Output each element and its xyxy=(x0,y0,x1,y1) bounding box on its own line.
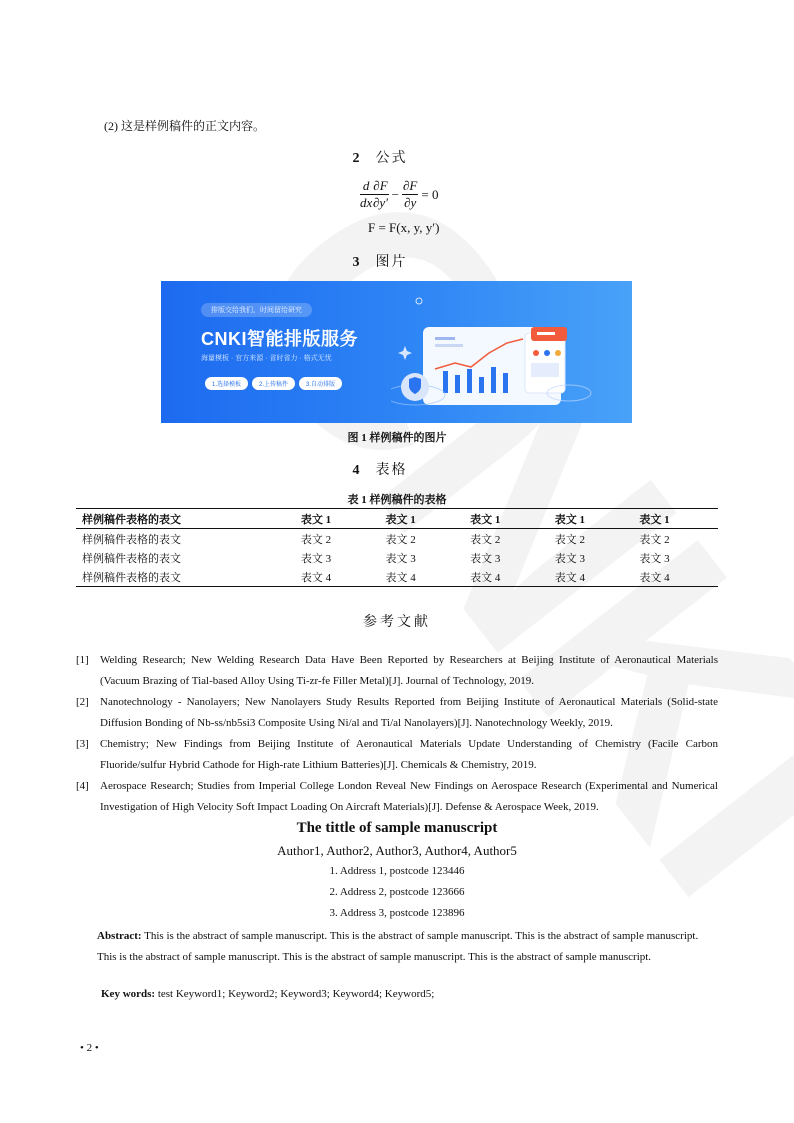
address-line: 3. Address 3, postcode 123896 xyxy=(329,907,465,919)
address-line: 2. Address 2, postcode 123666 xyxy=(329,886,465,898)
reference-index: [2] xyxy=(76,696,89,708)
reference-text: Aerospace Research; Studies from Imperial College London Reveal New Findings on Aerospace Research (Experimental and Numerical Investigation of High Velocity Soft Impact Loading On Aircraft Materials)[J]. Defense & Aerospace Week, 2019. xyxy=(100,780,718,813)
table-cell: 表文 3 xyxy=(300,552,332,565)
fraction-d-dx: $\frac{d}{dx}$ xyxy=(360,178,373,210)
banner-title: CNKI智能排版服务 xyxy=(201,329,358,349)
banner-tagline: 排版交给我们，时间留给研究 xyxy=(201,303,312,317)
section-number: 2 xyxy=(352,151,362,166)
reference-index: [3] xyxy=(76,738,89,750)
fraction-dF-dy: $\frac{\partial F}{\partial y}$ xyxy=(403,178,418,210)
table-cell: 表文 3 xyxy=(385,552,416,565)
fraction-dF-dyprime: $\frac{\partial F}{\partial y'}$ xyxy=(372,178,388,210)
reference-item xyxy=(76,734,718,776)
table-cell: 表文 2 xyxy=(639,533,670,546)
table-cell: 表文 4 xyxy=(379,567,464,587)
banner-step: 3.自动排版 xyxy=(299,377,342,390)
section-number: 4 xyxy=(352,463,362,478)
page-number: • 2 • xyxy=(80,1042,99,1054)
banner-step: 2.上传稿件 xyxy=(252,377,295,390)
table-cell: 表文 3 xyxy=(470,552,501,565)
section-heading-formula xyxy=(0,147,760,167)
english-authors: Author1, Author2, Author3, Author4, Author5 xyxy=(277,843,517,858)
abstract-label: Abstract: xyxy=(97,930,142,942)
section-heading-figure xyxy=(0,251,760,271)
table-cell: 表文 4 xyxy=(295,567,380,587)
table-cell: 表文 2 xyxy=(554,533,585,546)
table-cell: 样例稿件表格的表文 xyxy=(82,552,181,565)
keywords-label: Key words: xyxy=(101,988,156,1000)
table-cell: 样例稿件表格的表文 xyxy=(82,533,181,546)
table-header-cell: 表文 1 xyxy=(295,509,380,529)
table-cell: 表文 4 xyxy=(633,567,718,587)
reference-index: [4] xyxy=(76,780,89,792)
section-heading-table xyxy=(0,459,760,479)
table-header-cell: 表文 1 xyxy=(549,509,634,529)
table-cell: 表文 2 xyxy=(385,533,416,546)
reference-list xyxy=(76,650,718,818)
table-row xyxy=(76,548,718,567)
reference-index: [1] xyxy=(76,654,89,666)
table-cell: 表文 4 xyxy=(464,567,549,587)
section-title: 图片 xyxy=(375,255,408,270)
formula-euler-lagrange xyxy=(360,178,441,211)
table-header-row xyxy=(76,509,718,529)
table-cell: 表文 2 xyxy=(300,533,332,546)
cnki-banner-image xyxy=(161,281,632,423)
reference-item xyxy=(76,650,718,692)
figure-caption: 图 1 样例稿件的图片 xyxy=(347,432,447,444)
table-header-cell: 表文 1 xyxy=(379,509,464,529)
references-title: 参考文献 xyxy=(363,615,431,630)
section-title: 公式 xyxy=(375,151,408,166)
minus-sign: − xyxy=(391,186,399,202)
sample-table xyxy=(76,508,718,587)
table-cell: 表文 3 xyxy=(639,552,670,565)
banner-subtitle: 海量模板 · 官方来源 · 省时省力 · 格式无忧 xyxy=(201,355,332,362)
reference-text: Nanotechnology - Nanolayers; New Nanolayers Study Results Reported from Beijing Institute of Aeronautical Materials (Solid-state Diffusion Bonding of Nb-ss/nb5si3 Composite Using Ni/al and Ti/al Nanolayers)[J]. Nanotechnology Weekly, 2019. xyxy=(100,696,718,729)
english-title: The tittle of sample manuscript xyxy=(296,820,498,836)
reference-item xyxy=(76,692,718,734)
table-caption: 表 1 样例稿件的表格 xyxy=(347,494,447,506)
formula-function-definition: F = F(x, y, y′) xyxy=(368,220,440,235)
english-keywords xyxy=(101,988,434,1000)
keywords-text: test Keyword1; Keyword2; Keyword3; Keyword4; Keyword5; xyxy=(155,988,435,1000)
banner-step: 1.选择模板 xyxy=(205,377,248,390)
address-line: 1. Address 1, postcode 123446 xyxy=(329,865,465,877)
section-number: 3 xyxy=(352,255,362,270)
dashboard-illustration xyxy=(391,291,621,416)
table-cell: 样例稿件表格的表文 xyxy=(76,567,295,587)
table-header-cell: 表文 1 xyxy=(633,509,718,529)
table-header-cell: 样例稿件表格的表文 xyxy=(76,509,295,529)
table-row xyxy=(76,567,718,587)
equals-zero: = 0 xyxy=(421,186,439,202)
reference-text: Welding Research; New Welding Research Data Have Been Reported by Researchers at Beijing Institute of Aeronautical Materials (Vacuum Brazing of Tial-based Alloy Using Ti-zr-fe Filler Metal)[J]. Journal of Technology, 2019. xyxy=(100,654,718,687)
section-title: 表格 xyxy=(375,463,408,478)
reference-text: Chemistry; New Findings from Beijing Institute of Aeronautical Materials Update Understanding of Chemistry (Facile Carbon Fluoride/sulfur Hybrid Cathode for High-rate Lithium Batteries)[J]. Chemicals & Chemistry, 2019. xyxy=(100,738,718,771)
table-header-cell: 表文 1 xyxy=(464,509,549,529)
intro-paragraph: (2) 这是样例稿件的正文内容。 xyxy=(104,119,265,133)
table-cell: 表文 3 xyxy=(554,552,585,565)
banner-steps xyxy=(205,377,342,390)
reference-item xyxy=(76,776,718,818)
table-cell: 表文 4 xyxy=(549,567,634,587)
table-row xyxy=(76,529,718,549)
english-abstract xyxy=(97,926,699,968)
table-cell: 表文 2 xyxy=(470,533,501,546)
abstract-text: This is the abstract of sample manuscript. This is the abstract of sample manuscript. This is the abstract of sample manuscript. This is the abstract of sample manuscript. This is the abstract of sample manuscript. This is the abstract of sample manuscript. xyxy=(97,930,699,963)
